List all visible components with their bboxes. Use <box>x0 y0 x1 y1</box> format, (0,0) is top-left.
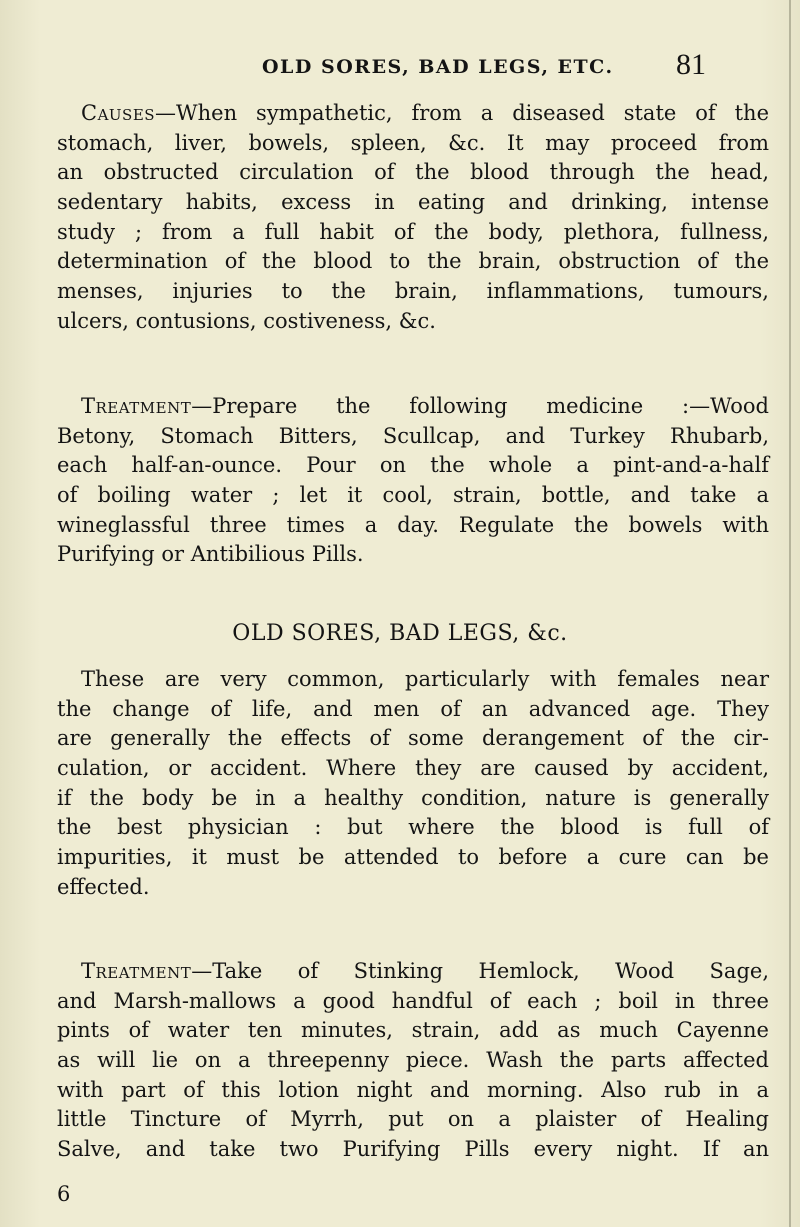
intro-paragraph <box>57 665 769 903</box>
section-heading: OLD SORES, BAD LEGS, &c. <box>232 621 568 646</box>
page-edge-shadow <box>789 0 791 1227</box>
text-line: the change of life, and men of an advanced age. They <box>57 696 769 721</box>
text-line: if the body be in a healthy condition, nature is generally <box>57 785 769 810</box>
text-line: Treatment—Take of Stinking Hemlock, Wood Sage, <box>81 959 769 983</box>
text-line: sedentary habits, excess in eating and drinking, intense <box>57 190 769 215</box>
text-line: impurities, it must be attended to before a cure can be <box>57 845 769 870</box>
text-line: and Marsh-mallows a good handful of each ; boil in three <box>57 988 769 1013</box>
text-line: Treatment—Prepare the following medicine :—Wood <box>81 394 769 418</box>
treatment-label: Treatment <box>81 959 192 983</box>
treatment-paragraph-2 <box>57 957 769 1165</box>
text-line: Causes—When sympathetic, from a diseased state of the <box>81 101 769 125</box>
text-line: Betony, Stomach Bitters, Scullcap, and Turkey Rhubarb, <box>57 423 769 448</box>
text-line: culation, or accident. Where they are caused by accident, <box>57 756 769 781</box>
causes-label: Causes <box>81 101 156 125</box>
text-line: with part of this lotion night and morning. Also rub in a <box>57 1077 769 1102</box>
signature-mark: 6 <box>57 1182 71 1206</box>
text-line: These are very common, particularly with females near <box>81 667 769 691</box>
text-line: study ; from a full habit of the body, plethora, fullness, <box>57 219 769 244</box>
text-line: ulcers, contusions, costiveness, &c. <box>57 308 436 333</box>
text-line: are generally the effects of some derangement of the cir- <box>57 726 769 751</box>
text-line: of boiling water ; let it cool, strain, bottle, and take a <box>57 483 769 508</box>
text-line: Salve, and take two Purifying Pills every night. If an <box>57 1137 769 1162</box>
text-line: the best physician : but where the blood is full of <box>57 815 769 840</box>
page-number: 81 <box>676 48 706 81</box>
text-line: little Tincture of Myrrh, put on a plaister of Healing <box>57 1107 769 1132</box>
text-line: stomach, liver, bowels, spleen, &c. It may proceed from <box>57 130 769 155</box>
text-line: Purifying or Antibilious Pills. <box>57 542 364 567</box>
text-line: each half-an-ounce. Pour on the whole a pint-and-a-half <box>57 453 769 478</box>
text-line: as will lie on a threepenny piece. Wash the parts affected <box>57 1048 769 1073</box>
causes-paragraph <box>57 99 769 337</box>
text-line: pints of water ten minutes, strain, add as much Cayenne <box>57 1018 769 1043</box>
text-line: an obstructed circulation of the blood through the head, <box>57 160 769 185</box>
text-line: determination of the blood to the brain, obstruction of the <box>57 249 769 274</box>
text-line: wineglassful three times a day. Regulate the bowels with <box>57 512 769 537</box>
treatment-label: Treatment <box>81 394 192 418</box>
treatment-paragraph-1 <box>57 392 769 570</box>
text-line: menses, injuries to the brain, inflammations, tumours, <box>57 279 769 304</box>
running-head: OLD SORES, BAD LEGS, ETC. <box>262 56 614 78</box>
text-line: effected. <box>57 874 150 899</box>
